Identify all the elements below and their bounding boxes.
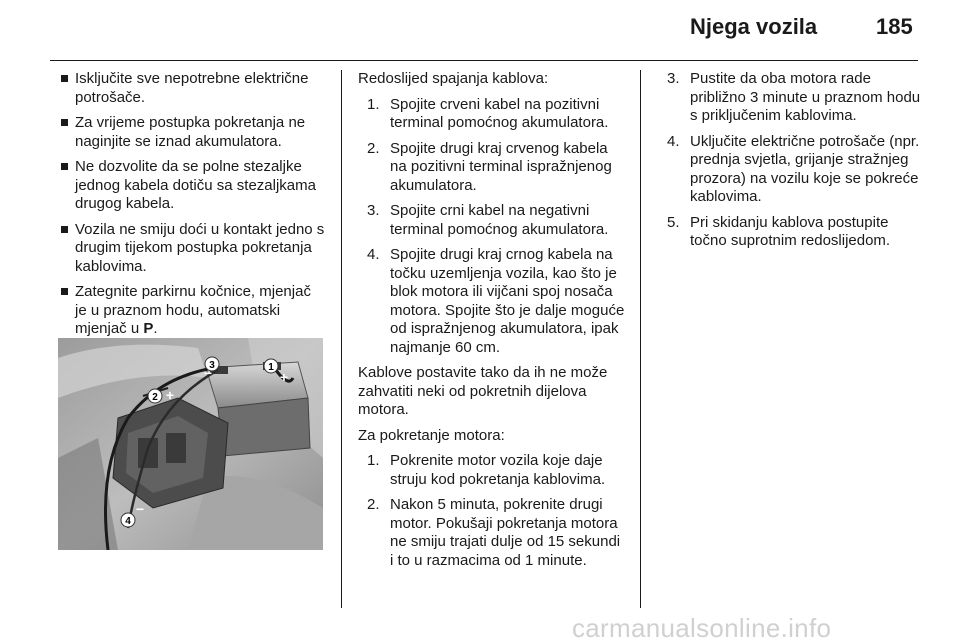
- step-item: [367, 246, 626, 357]
- bullet-text: Ne dozvolite da se polne stezaljke jednog kabela dotiču sa stezaljkama drugog kabela.: [75, 158, 316, 212]
- step-item: [367, 452, 626, 489]
- step-text: Spojite crveni kabel na pozitivni terminal pomoćnog akumulatora.: [390, 95, 609, 131]
- step-text: Spojite crni kabel na negativni terminal pomoćnog akumulatora.: [390, 202, 609, 238]
- svg-text:+: +: [165, 387, 175, 403]
- step-number: 3.: [367, 202, 380, 219]
- svg-text:+: +: [279, 369, 289, 385]
- jump-start-illustration: [58, 338, 323, 550]
- bullet-item: [60, 158, 325, 214]
- step-text: Spojite drugi kraj crnog kabela na točku uzemljenja vozila, kao što je blok motora ili vijčani spoj nosača motora. Spojite što je dalje moguće od ispražnjenog akumulatora, ipak najmanje 60 cm.: [390, 246, 625, 356]
- cable-placement-paragraph: Kablove postavite tako da ih ne može zahvatiti neki od pokretnih dijelova motora.: [358, 364, 608, 418]
- svg-text:−: −: [203, 365, 213, 381]
- gear-position-p: P: [143, 320, 154, 337]
- bullet-text: Isključite sve nepotrebne električne potrošače.: [75, 70, 309, 106]
- bullet-item: [60, 221, 325, 277]
- bullet-item: [60, 283, 325, 339]
- step-text: Uključite električne potrošače (npr. prednja svjetla, grijanje stražnjeg prozora) na vozilu koje se pokreće kablovima.: [690, 132, 920, 205]
- step-number: 1.: [367, 95, 380, 113]
- step-number: 3.: [667, 70, 680, 87]
- connection-order-intro: Redoslijed spajanja kablova:: [358, 70, 549, 87]
- step-item: [667, 70, 929, 126]
- watermark: carmanualsonline.info: [572, 613, 832, 643]
- svg-text:−: −: [135, 501, 145, 517]
- step-item: [667, 214, 929, 251]
- step-item: [367, 202, 626, 239]
- step-text: Spojite drugi kraj crvenog kabela na pozitivni terminal ispražnjenog akumulatora.: [390, 139, 612, 194]
- bullet-text: Vozila ne smiju doći u kontakt jedno s drugim tijekom postupka pokretanja kablovima.: [75, 220, 325, 275]
- step-number: 4.: [367, 246, 380, 263]
- callout-2: 2: [152, 392, 158, 403]
- step-number: 4.: [667, 132, 680, 150]
- step-number: 2.: [367, 496, 380, 513]
- bullet-item: [60, 70, 325, 107]
- step-number: 1.: [367, 452, 380, 469]
- bullet-text: Za vrijeme postupka pokretanja ne naginjite se iznad akumulatora.: [75, 114, 306, 150]
- bullet-square-icon: [61, 288, 68, 295]
- callout-4: 4: [125, 516, 131, 527]
- column-1: [60, 70, 325, 346]
- column-3: [667, 70, 929, 258]
- header-rule: [50, 60, 918, 61]
- bullet-square-icon: [61, 119, 68, 126]
- callout-1: 1: [268, 362, 274, 373]
- page-header-title: Njega vozila: [690, 14, 818, 39]
- step-text: Pri skidanju kablova postupite točno suprotnim redoslijedom.: [690, 213, 891, 249]
- step-text: Pustite da oba motora rade približno 3 minute u praznom hodu s priključenim kablovima.: [690, 70, 921, 124]
- step-text: Nakon 5 minuta, pokrenite drugi motor. Pokušaji pokretanja motora ne smiju trajati dulje od 15 sekundi i to u razmacima od 1 minute.: [390, 496, 621, 569]
- page-number: 185: [876, 14, 913, 39]
- step-number: 2.: [367, 139, 380, 157]
- bullet-text: [75, 283, 325, 339]
- step-item: [367, 96, 626, 133]
- column-divider-1: [341, 70, 342, 608]
- step-item: [667, 133, 929, 207]
- bullet-text-suffix: .: [153, 320, 158, 337]
- column-divider-2: [640, 70, 641, 608]
- bullet-text-prefix: Zategnite parkirnu kočnice, mjenjač je u praznom hodu, automatski mjenjač u: [75, 283, 311, 337]
- bullet-square-icon: [61, 226, 68, 233]
- engine-bay-image: [58, 338, 323, 550]
- step-text: Pokrenite motor vozila koje daje struju kod pokretanja kablovima.: [390, 452, 606, 488]
- engine-start-intro: Za pokretanje motora:: [358, 426, 505, 444]
- bullet-square-icon: [61, 163, 68, 170]
- step-item: [367, 140, 626, 196]
- column-2: [358, 70, 626, 577]
- bullet-item: [60, 114, 325, 151]
- step-item: [367, 496, 626, 570]
- callout-3: 3: [209, 360, 215, 371]
- step-number: 5.: [667, 213, 680, 231]
- bullet-square-icon: [61, 75, 68, 82]
